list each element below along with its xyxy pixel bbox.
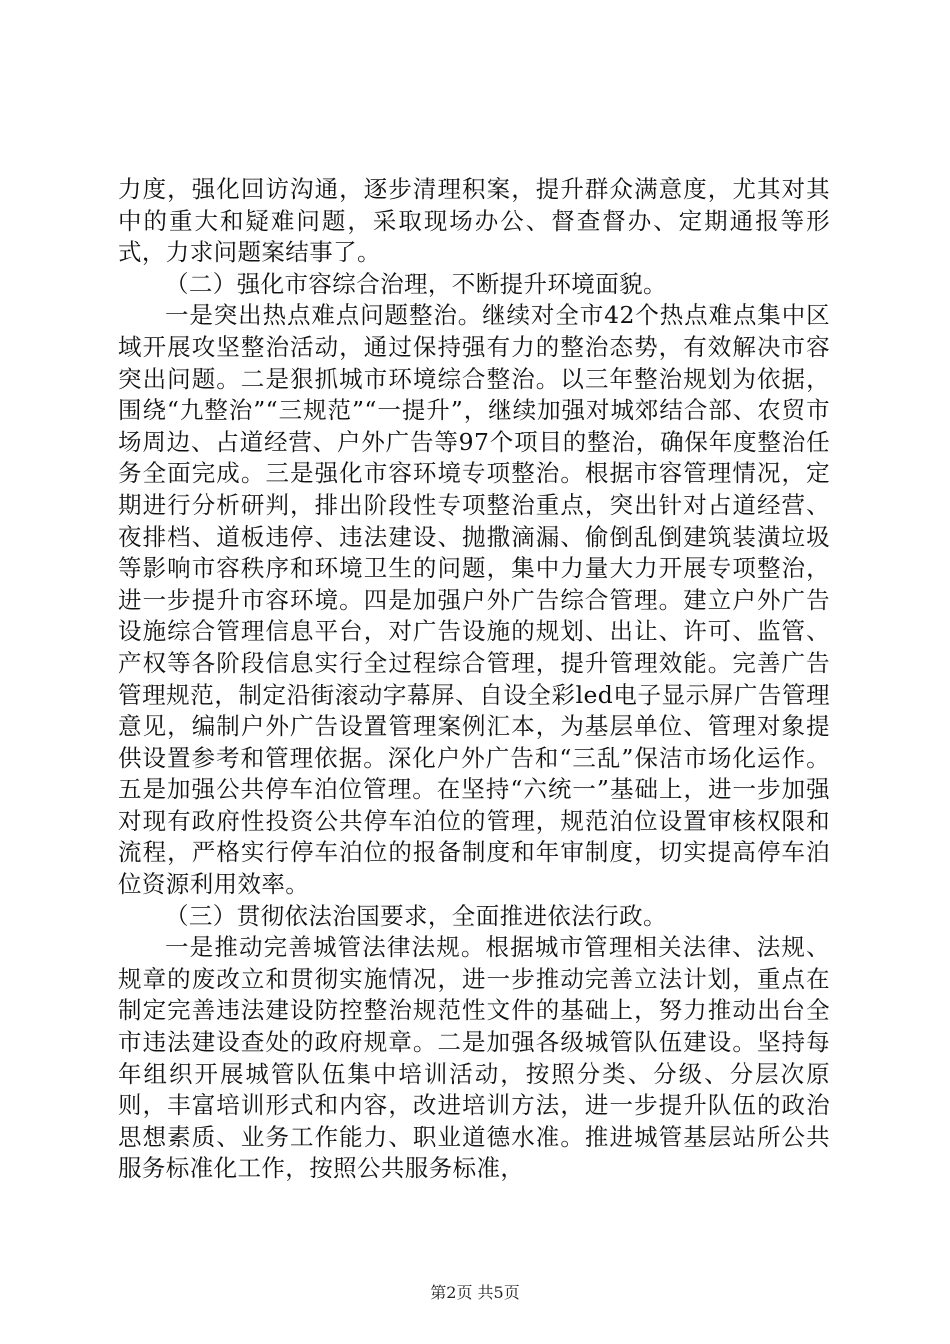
paragraph-rule-of-law: 一是推动完善城管法律法规。根据城市管理相关法律、法规、规章的废改立和贯彻实施情况，进一步推动完善立法计划，重点在制定完善违法建设防控整治规范性文件的基础上，努力推动出台全市违法建设查处的政府规章。二是加强各级城管队伍建设。坚持每年组织开展城管队伍集中培训活动，按照分类、分级、分层次原则，丰富培训形式和内容，改进培训方法，进一步提升队伍的政治思想素质、业务工作能力、职业道德水准。推进城管基层站所公共服务标准化工作，按照公共服务标准， <box>118 933 830 1183</box>
paragraph-continuation: 力度，强化回访沟通，逐步清理积案，提升群众满意度，尤其对其中的重大和疑难问题，采取现场办公、督查督办、定期通报等形式，力求问题案结事了。 <box>118 175 830 267</box>
section-heading-3: （三）贯彻依法治国要求，全面推进依法行政。 <box>165 901 667 930</box>
section-heading-2: （二）强化市容综合治理，不断提升环境面貌。 <box>165 269 667 298</box>
document-body <box>118 174 830 1185</box>
page-number-footer: 第2页 共5页 <box>430 1283 520 1302</box>
paragraph-city-appearance: 一是突出热点难点问题整治。继续对全市42个热点难点集中区域开展攻坚整治活动，通过保持强有力的整治态势，有效解决市容突出问题。二是狠抓城市环境综合整治。以三年整治规划为依据，围绕“九整治”“三规范”“一提升”，继续加强对城郊结合部、农贸市场周边、占道经营、户外广告等97个项目的整治，确保年度整治任务全面完成。三是强化市容环境专项整治。根据市容管理情况，定期进行分析研判，排出阶段性专项整治重点，突出针对占道经营、夜排档、道板违停、违法建设、抛撒滴漏、偷倒乱倒建筑装潢垃圾等影响市容秩序和环境卫生的问题，集中力量大力开展专项整治，进一步提升市容环境。四是加强户外广告综合管理。建立户外广告设施综合管理信息平台，对广告设施的规划、出让、许可、监管、产权等各阶段信息实行全过程综合管理，提升管理效能。完善广告管理规范，制定沿街滚动字幕屏、自设全彩led电子显示屏广告管理意见，编制户外广告设置管理案例汇本，为基层单位、管理对象提供设置参考和管理依据。深化户外广告和“三乱”保洁市场化运作。五是加强公共停车泊位管理。在坚持“六统一”基础上，进一步加强对现有政府性投资公共停车泊位的管理，规范泊位设置审核权限和流程，严格实行停车泊位的报备制度和年审制度，切实提高停车泊位资源利用效率。 <box>118 301 830 899</box>
